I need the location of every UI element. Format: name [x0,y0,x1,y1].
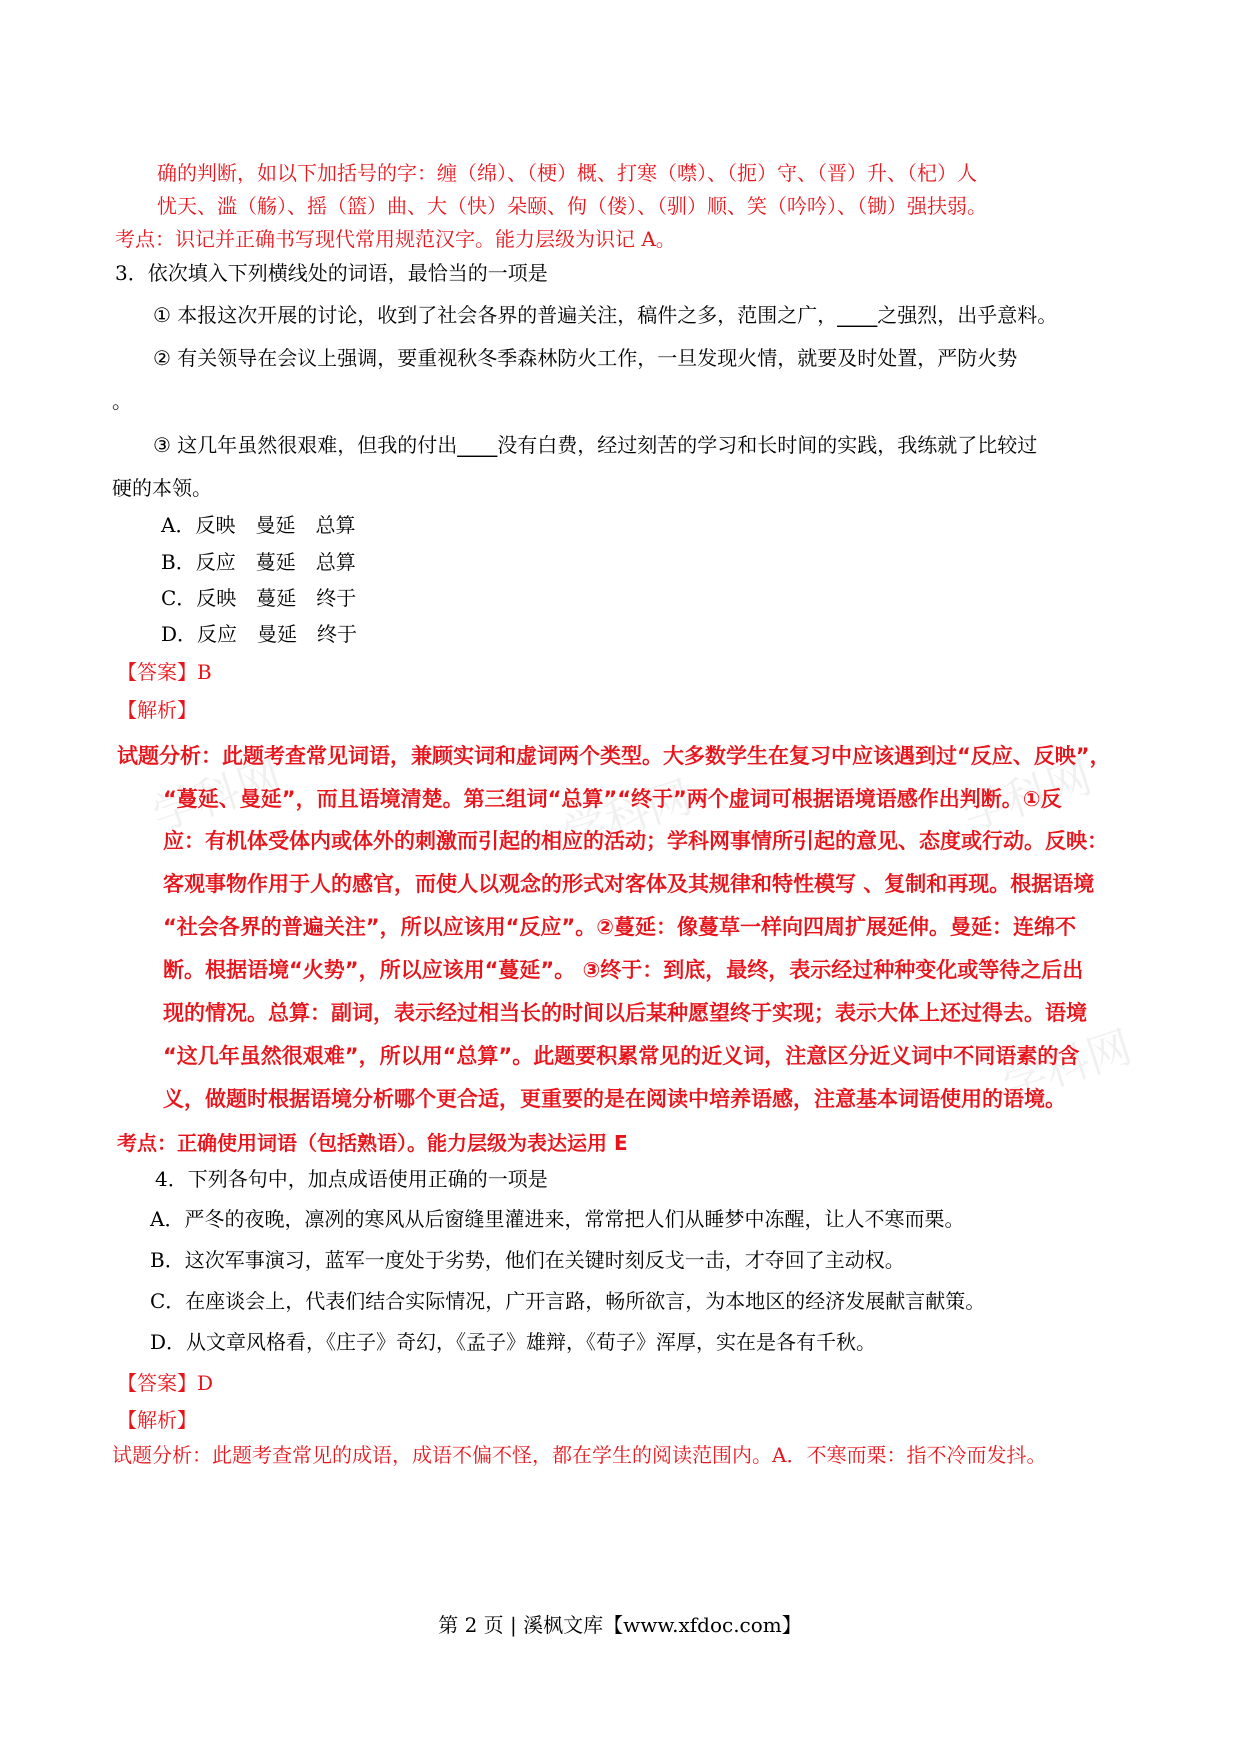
analysis-line: 客观事物作用于人的感官，而使人以观念的形式对客体及其规律和特性模写 、复制和再现。根据语境 [163,872,1095,896]
analysis-line: 试题分析：此题考查常见词语，兼顾实词和虚词两个类型。大多数学生在复习中应该遇到过“反应、反映”， [117,744,1111,768]
answer-label: 【答案】D [117,1371,214,1395]
analysis-line: 试题分析：此题考查常见的成语，成语不偏不怪，都在学生的阅读范围内。A．不寒而栗：指不冷而发抖。 [112,1443,1047,1467]
watermark: 学科网 [146,751,289,841]
page-footer: 第 2 页 | 溪枫文库【www.xfdoc.com】 [438,1613,802,1637]
analysis-heading: 【解析】 [117,698,197,722]
kaodian-text: 考点：正确使用词语（包括熟语）。能力层级为表达运用 E [117,1131,628,1155]
kaodian-text: 考点：识记并正确书写现代常用规范汉字。能力层级为识记 A。 [115,227,676,251]
sentence-1: ① 本报这次开展的讨论，收到了社会各界的普遍关注，稿件之多，范围之广，____之强烈，出乎意料。 [153,303,1058,327]
option-d: D．从文章风格看，《庄子》奇幻，《孟子》雄辩，《荀子》浑厚，实在是各有千秋。 [150,1330,877,1354]
option-d: D．反应 曼延 终于 [161,622,358,646]
sentence-2-end: 。 [112,389,132,413]
sentence-2: ② 有关领导在会议上强调，要重视秋冬季森林防火工作，一旦发现火情，就要及时处置，严防火势 [153,346,1018,370]
question-stem: 4．下列各句中，加点成语使用正确的一项是 [155,1167,548,1191]
option-c: C．反映 蔓延 终于 [161,586,357,610]
analysis-line: 断。根据语境“火势”，所以应该用“蔓延”。 ③终于：到底，最终，表示经过种种变化或等待之后出 [163,958,1084,982]
watermark: 学科网 [556,771,699,861]
answer-label: 【答案】B [117,660,212,684]
watermark: 学科网 [996,1021,1139,1111]
analysis-line: 义，做题时根据语境分析哪个更合适，更重要的是在阅读中培养语感，注意基本词语使用的语境。 [163,1087,1066,1111]
sentence-3-end: 硬的本领。 [112,476,212,500]
option-b: B．反应 蔓延 总算 [161,550,356,574]
option-b: B．这次军事演习，蓝军一度处于劣势，他们在关键时刻反戈一击，才夺回了主动权。 [150,1248,905,1272]
analysis-line: 现的情况。总算：副词，表示经过相当长的时间以后某种愿望终于实现；表示大体上还过得去。语境 [163,1001,1087,1025]
analysis-line: “社会各界的普遍关注”，所以应该用“反应”。②蔓延：像蔓草一样向四周扩展延伸。曼延：连绵不 [163,915,1076,939]
option-c: C．在座谈会上，代表们结合实际情况，广开言路，畅所欲言，为本地区的经济发展献言献策。 [150,1289,986,1313]
analysis-line: “蔓延、曼延”，而且语境清楚。第三组词“总算”“终于”两个虚词可根据语境语感作出判断。①反 [163,787,1062,811]
analysis-line: 应：有机体受体内或体外的刺激而引起的相应的活动；学科网事情所引起的意见、态度或行动。反映： [163,829,1108,853]
sentence-3: ③ 这几年虽然很艰难，但我的付出____没有白费，经过刻苦的学习和长时间的实践，我练就了比较过 [153,433,1038,457]
explanation-line: 忧天、滥（觞）、摇（篮）曲、大（快）朵颐、佝（偻）、（驯）顺、笑（吟吟）、（锄）强扶弱。 [157,194,987,218]
watermark: 学科网 [956,751,1099,841]
explanation-line: 确的判断，如以下加括号的字：缠（绵）、（梗）概、打寒（噤）、（扼）守、（晋）升、（杞）人 [157,161,977,185]
analysis-heading: 【解析】 [117,1408,197,1432]
question-stem: 3．依次填入下列横线处的词语，最恰当的一项是 [115,261,548,285]
option-a: A．反映 曼延 总算 [161,513,356,537]
analysis-line: “这几年虽然很艰难”，所以用“总算”。此题要积累常见的近义词，注意区分近义词中不同语素的含 [163,1044,1080,1068]
option-a: A．严冬的夜晚，凛冽的寒风从后窗缝里灌进来，常常把人们从睡梦中冻醒，让人不寒而栗。 [150,1207,965,1231]
